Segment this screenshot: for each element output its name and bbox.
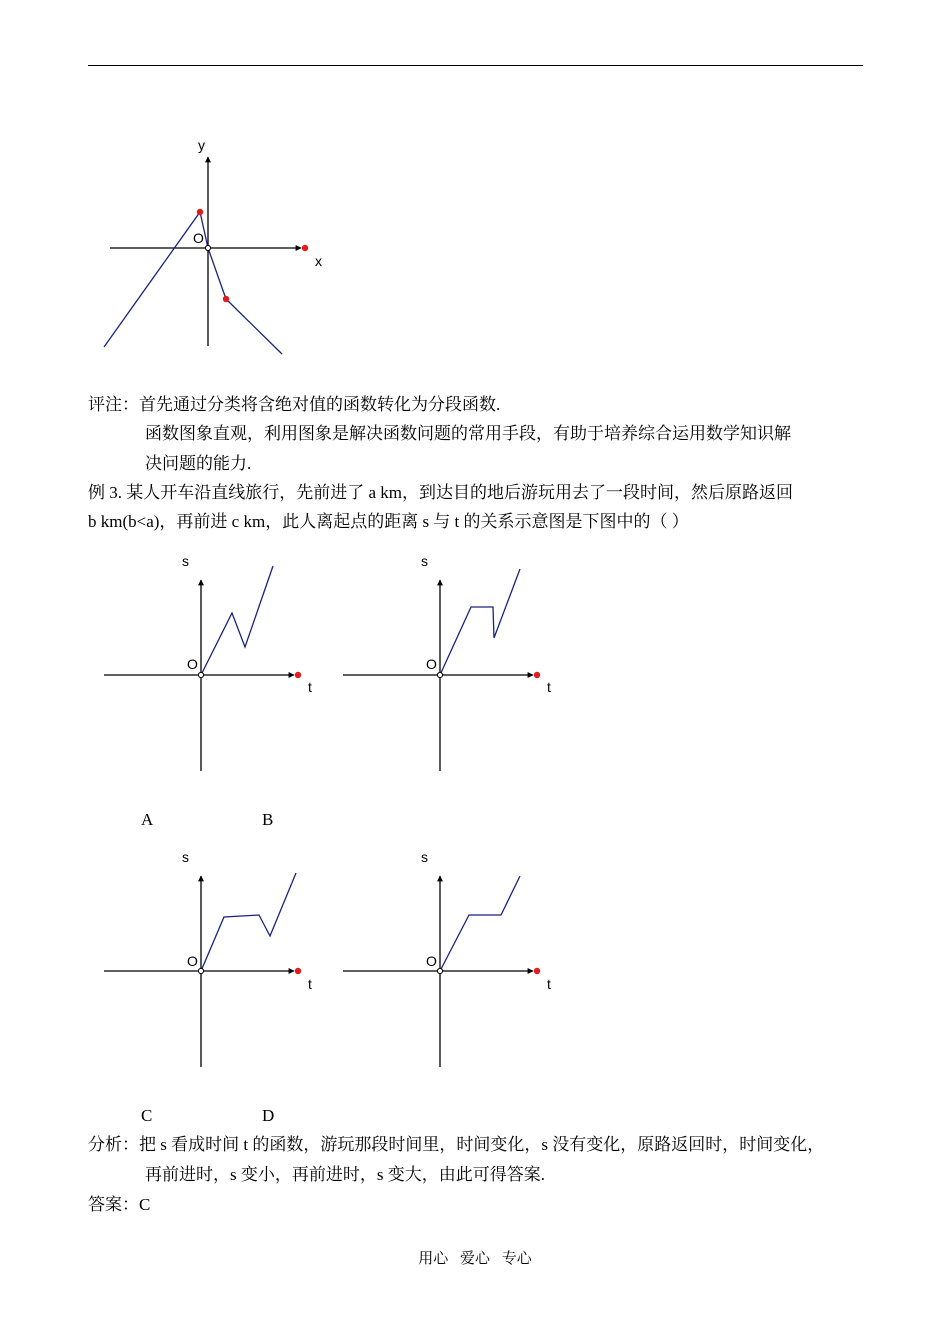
t-axis-label: t xyxy=(547,976,551,992)
top-function-graph xyxy=(104,137,322,354)
origin-point xyxy=(198,968,203,973)
origin-label: O xyxy=(187,656,198,672)
t-axis-endpoint xyxy=(295,968,301,974)
option-a-label: A xyxy=(141,810,154,829)
s-axis-label: s xyxy=(182,553,189,569)
t-axis-label: t xyxy=(547,679,551,695)
option-b-label: B xyxy=(262,810,274,829)
origin-label: O xyxy=(193,230,204,246)
analysis-line-1: 分析：把 s 看成时间 t 的函数，游玩那段时间里，时间变化，s 没有变化，原路返回时，时间变化， xyxy=(88,1135,825,1154)
graph-a-curve xyxy=(201,566,273,675)
s-axis-label: s xyxy=(421,553,428,569)
s-axis-label: s xyxy=(421,849,428,865)
x-axis-endpoint xyxy=(302,245,308,251)
comment-line-3: 决问题的能力. xyxy=(145,454,252,473)
graph-c xyxy=(104,849,312,1067)
option-d-label: D xyxy=(262,1106,275,1125)
comment-line-1: 评注：首先通过分类将含绝对值的函数转化为分段函数. xyxy=(88,395,501,414)
t-axis-endpoint xyxy=(295,672,301,678)
x-axis-label: x xyxy=(315,253,322,269)
comment-line-2: 函数图象直观，利用图象是解决函数问题的常用手段，有助于培养综合运用数学知识解 xyxy=(145,424,791,443)
graph-d xyxy=(343,849,551,1067)
s-axis-label: s xyxy=(182,849,189,865)
graph-b xyxy=(343,553,551,771)
footer-word-2: 爱心 xyxy=(459,1251,490,1267)
origin-label: O xyxy=(426,656,437,672)
origin-point xyxy=(198,672,203,677)
graph-a xyxy=(104,553,312,771)
example-line-1: 例 3. 某人开车沿直线旅行，先前进了 a km，到达目的地后游玩用去了一段时间，然后原路返回 xyxy=(88,483,794,502)
page-footer xyxy=(0,1247,950,1268)
analysis-line-2: 再前进时，s 变小，再前进时，s 变大，由此可得答案. xyxy=(145,1165,545,1184)
t-axis-label: t xyxy=(308,679,312,695)
footer-word-3: 专心 xyxy=(501,1251,532,1267)
t-axis-endpoint xyxy=(534,672,540,678)
graph-d-curve xyxy=(440,876,520,971)
option-c-label: C xyxy=(141,1106,153,1125)
origin-label: O xyxy=(426,953,437,969)
peak-point xyxy=(197,209,203,215)
example-line-2: b km(b<a)，再前进 c km，此人离起点的距离 s 与 t 的关系示意图是下图中的（ ） xyxy=(88,512,689,531)
origin-point xyxy=(205,245,210,250)
t-axis-endpoint xyxy=(534,968,540,974)
origin-point xyxy=(437,968,442,973)
footer-word-1: 用心 xyxy=(418,1251,449,1267)
t-axis-label: t xyxy=(308,976,312,992)
graph-c-curve xyxy=(201,873,296,971)
answer-line: 答案：C xyxy=(88,1195,151,1214)
break-point xyxy=(223,296,229,302)
origin-point xyxy=(437,672,442,677)
origin-label: O xyxy=(187,953,198,969)
y-axis-label: y xyxy=(198,137,205,153)
graph-b-curve xyxy=(440,569,520,675)
